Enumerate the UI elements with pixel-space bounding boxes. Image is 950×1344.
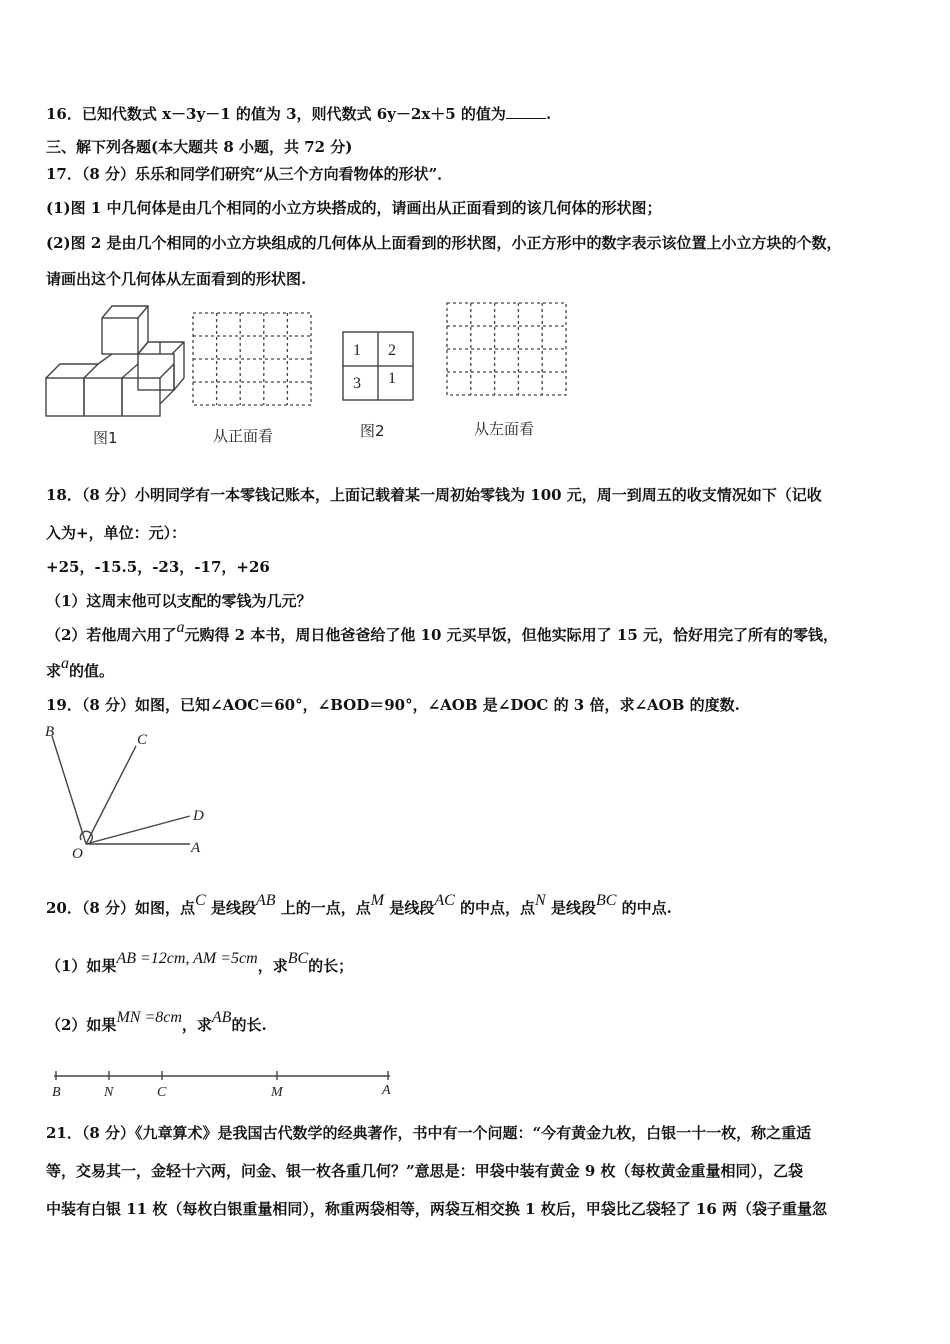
segment-figure <box>44 1068 394 1102</box>
segment-label-b: B <box>52 1085 61 1100</box>
left-view-label: 从左面看 <box>474 420 535 438</box>
question-18-stem-b: 入为+，单位：元）： <box>46 524 187 542</box>
point-label-o: O <box>72 846 83 860</box>
figure-1-cubes <box>40 298 190 420</box>
question-20-part1: （1）如果AB =12cm, AM =5cm，求BC的长； <box>46 950 354 975</box>
question-18-stem-a: 18．（8 分）小明同学有一本零钱记账本，上面记载着某一周初始零钱为 100 元，周一到周五的收支情况如下（记收 <box>46 486 822 504</box>
front-view-grid[interactable] <box>190 310 315 408</box>
figure-1-label: 图1 <box>93 429 118 447</box>
question-21-line2: 等，交易其一，金轻十六两，问金、银一枚各重几何？”意思是：甲袋中装有黄金 9 枚（每枚黄金重量相同），乙袋 <box>46 1162 804 1180</box>
angle-figure <box>42 720 214 860</box>
question-20-stem: 20．（8 分）如图，点C 是线段AB 上的一点，点M 是线段AC 的中点，点N 是线段BC 的中点. <box>46 892 672 917</box>
point-label-d: D <box>193 808 204 824</box>
question-20-part2: （2）如果MN =8cm，求AB的长. <box>46 1009 267 1034</box>
question-17-part1: (1)图 1 中几何体是由几个相同的小立方块搭成的，请画出从正面看到的该几何体的形状图； <box>46 199 662 217</box>
question-19-stem: 19．（8 分）如图，已知∠AOC＝60°，∠BOD＝90°，∠AOB 是∠DOC 的 3 倍，求∠AOB 的度数. <box>46 696 740 714</box>
grid-number-3: 3 <box>353 375 361 392</box>
figure-2-label: 图2 <box>360 422 385 440</box>
question-18-values: +25，-15.5，-23，-17，+26 <box>46 558 270 576</box>
segment-label-c: C <box>157 1085 167 1100</box>
question-18-part1: （1）这周末他可以支配的零钱为几元？ <box>46 592 312 610</box>
question-18-part2-end: 求a的值。 <box>46 655 115 680</box>
variable-a: a <box>61 655 70 672</box>
left-view-grid[interactable] <box>444 300 570 398</box>
question-17-part2b: 请画出这个几何体从左面看到的形状图. <box>46 270 307 288</box>
grid-number-1: 1 <box>353 342 361 359</box>
section-heading: 三、解下列各题(本大题共 8 小题，共 72 分) <box>46 138 353 156</box>
question-18-part2: （2）若他周六用了a元购得 2 本书，周日他爸爸给了他 10 元买早饭，但他实际用了 15 元，恰好用完了所有的零钱， <box>46 619 838 644</box>
segment-label-m: M <box>271 1085 283 1100</box>
question-17-part2a: (2)图 2 是由几个相同的小立方块组成的几何体从上面看到的形状图，小正方形中的数字表示该位置上小立方块的个数， <box>46 234 842 252</box>
segment-label-a: A <box>382 1083 391 1098</box>
grid-number-2: 2 <box>388 342 396 359</box>
segment-label-n: N <box>104 1085 114 1100</box>
point-label-c: C <box>137 732 148 748</box>
variable-a: a <box>176 619 185 636</box>
front-view-label: 从正面看 <box>213 427 274 445</box>
question-17-stem: 17．（8 分）乐乐和同学们研究“从三个方向看物体的形状”． <box>46 165 453 183</box>
grid-number-4: 1 <box>388 370 396 387</box>
question-21-line1: 21．（8 分）《九章算术》是我国古代数学的经典著作，书中有一个问题：“今有黄金九枚，白银一十一枚，称之重适 <box>46 1124 812 1142</box>
question-21-line3: 中装有白银 11 枚（每枚白银重量相同），称重两袋相等，两袋互相交换 1 枚后，甲袋比乙袋轻了 16 两（袋子重量忽 <box>46 1200 828 1218</box>
answer-blank <box>506 104 546 119</box>
point-label-b: B <box>45 724 55 740</box>
point-label-a: A <box>191 840 201 856</box>
question-16: 16．已知代数式 x－3y－1 的值为 3，则代数式 6y－2x＋5 的值为 . <box>46 105 552 123</box>
figure-2-top-view <box>341 330 415 402</box>
